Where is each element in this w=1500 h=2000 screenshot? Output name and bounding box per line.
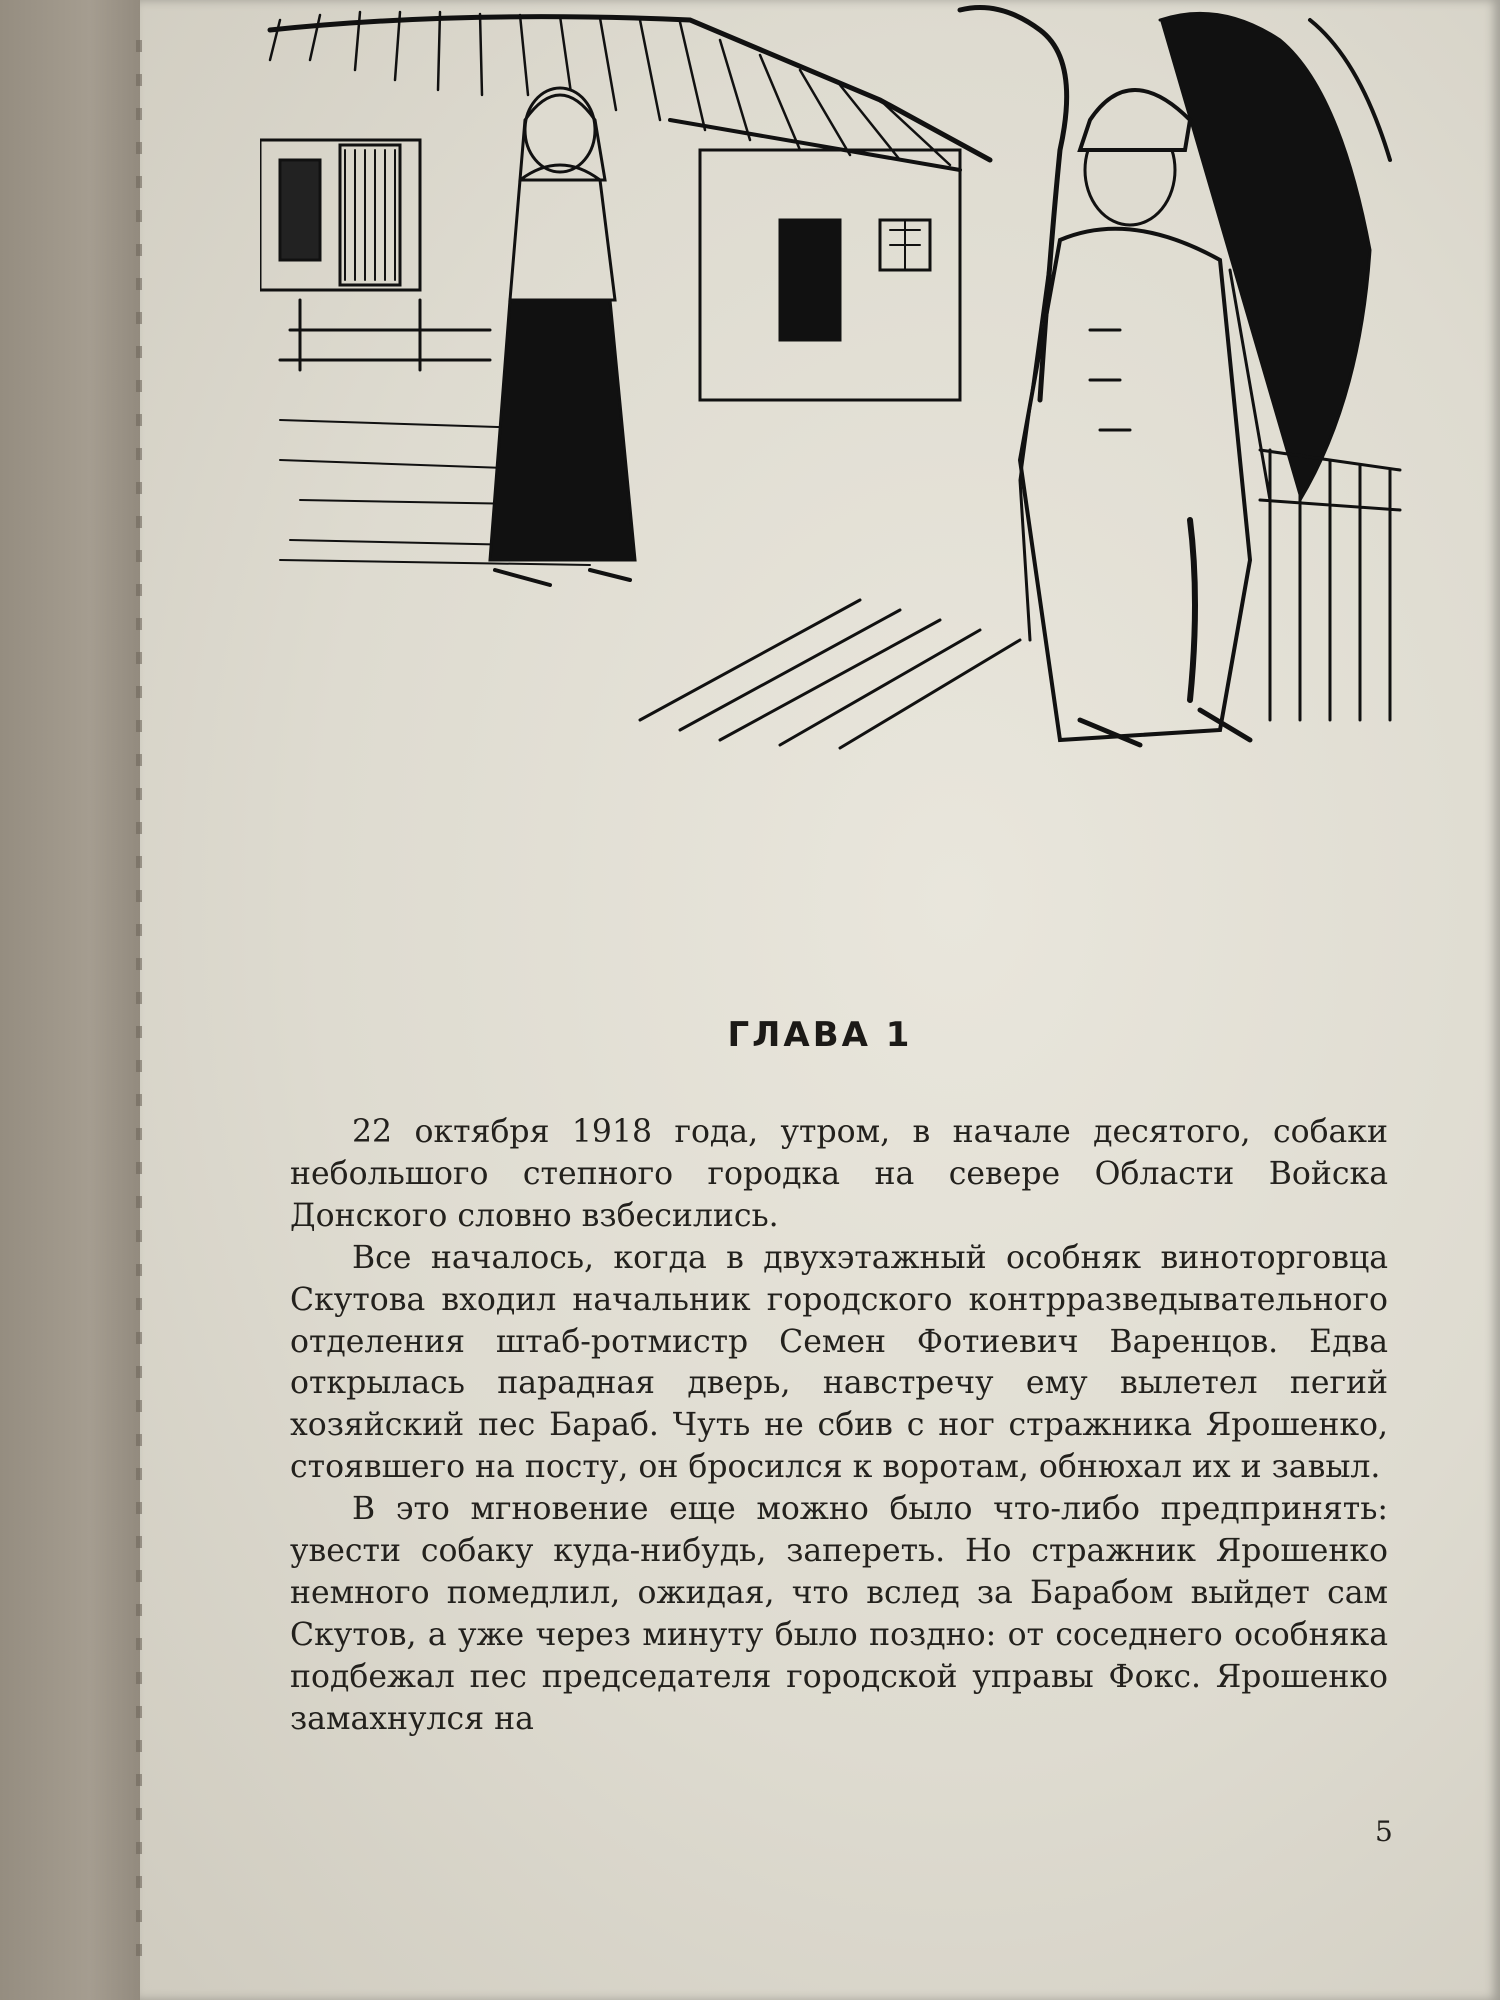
chapter-title: ГЛАВА 1 <box>727 1015 913 1055</box>
village-street-illustration <box>260 0 1410 760</box>
paragraph: В это мгновение еще можно было что-либо предпринять: увести собаку куда-нибудь, запереть. Но стражник Ярошенко немного помедлил, ожидая, что вслед за Барабом выйдет сам Скутов, а уже через минуту было поздно: от соседнего особняка подбежал пес председателя городской управы Фокс. Ярошенко замахнулся на <box>290 1491 1388 1737</box>
paragraph: 22 октября 1918 года, утром, в начале десятого, собаки небольшого степного городка на севере Области Войска Донского словно взбесились. <box>290 1114 1388 1234</box>
spine-shadow <box>0 0 150 2000</box>
binding-stitches <box>136 40 142 1960</box>
paragraph: Все началось, когда в двухэтажный особняк виноторговца Скутова входил начальник городского контрразведывательного отделения штаб-ротмистр Семен Фотиевич Варенцов. Едва открылась парадная дверь, навстречу ему вылетел пегий хозяйский пес Бараб. Чуть не сбив с ног стражника Ярошенко, стоявшего на посту, он бросился к воротам, обнюхал их и завыл. <box>290 1239 1388 1486</box>
chapter-body <box>290 1112 1388 1741</box>
page-number: 5 <box>1375 1815 1393 1848</box>
